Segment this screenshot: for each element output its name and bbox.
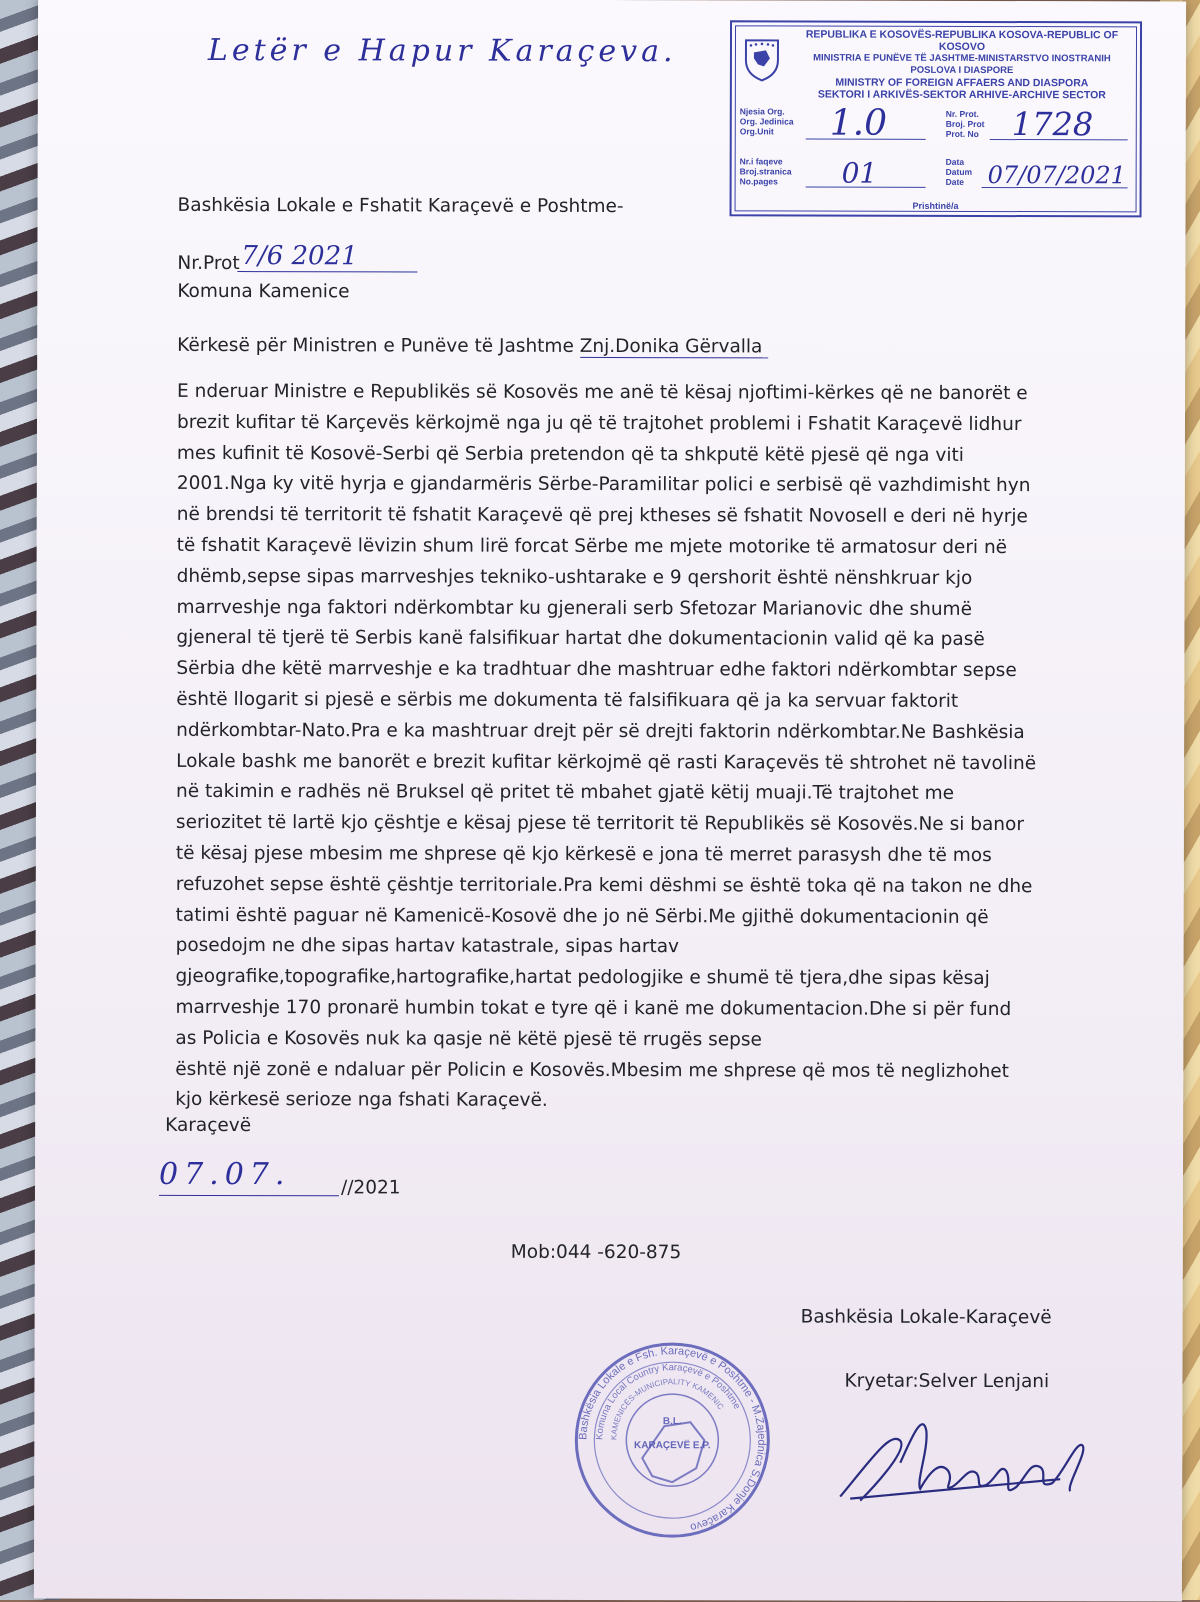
stamp-label: Datum bbox=[945, 166, 973, 177]
handwritten-date: 07.07. bbox=[158, 1156, 291, 1193]
stamp-header-line: SEKTORI I ARKIVËS-SEKTOR ARHIVE-ARCHIVE SECTOR bbox=[817, 88, 1106, 102]
body-line: Lokale bashk me banorët e brezit kufitar kërkojmë që rasti Karaçevës të shtrohet në tavolinë bbox=[176, 750, 1037, 774]
stamp-label: Njesia Org. bbox=[739, 106, 785, 117]
seal-center-main: KARAÇEVË E.P. bbox=[634, 1440, 711, 1452]
prot-label: Nr.Prot bbox=[177, 252, 240, 275]
stamp-label: Date bbox=[945, 176, 965, 187]
body-line: është llogarit si pjesë e sërbis me dokumenta të falsifikuara që ja ka servuar faktorit bbox=[176, 688, 959, 712]
body-line: marrveshje nga faktori ndërkombtar ku gjenerali serb Sfetozar Marianovic dhe shumë bbox=[176, 596, 972, 620]
chair-name: Kryetar:Selver Lenjani bbox=[844, 1370, 1050, 1393]
stamp-prot-value: 1728 bbox=[1011, 105, 1094, 144]
stamp-prot-labels bbox=[946, 109, 985, 139]
letter-page bbox=[34, 0, 1186, 1602]
body-line: 2001.Nga ky vitë hyrja e gjandarmëris Sërbe-Paramilitar polici e serbisë që vazhdimisht hyn bbox=[176, 473, 1031, 497]
handwritten-title: Letër e Hapur Karaçeva. bbox=[207, 32, 677, 70]
body-line: të fshatit Karaçevë lëvizin shum lirë forcat Sërbe me mjete motorike të armatosur deri në bbox=[176, 534, 1008, 559]
handwritten-signature bbox=[830, 1401, 1100, 1512]
stamp-label: No.pages bbox=[739, 176, 778, 187]
stamp-label: Org.Unit bbox=[739, 126, 774, 137]
stamp-date-value: 07/07/2021 bbox=[987, 160, 1127, 190]
prot-underline bbox=[237, 271, 417, 272]
round-seal bbox=[572, 1340, 773, 1541]
seal-outer-path: Bashkësia Lokale e Fsh. Karaçevë e Poshtme - M.Zajednica S.Donje Karačevo bbox=[577, 1345, 768, 1534]
letter-body bbox=[175, 377, 1077, 1118]
body-line: tatimi është paguar në Kamenicë-Kosovë dhe jo në Sërbi.Me gjithë dokumentacionin që bbox=[175, 904, 989, 928]
prot-handwritten: 7/6 2021 bbox=[241, 241, 358, 272]
stamp-header bbox=[790, 28, 1134, 101]
stamp-org-labels bbox=[740, 106, 794, 136]
stamp-label: Broj.stranica bbox=[739, 166, 792, 177]
body-line: ndërkombtar-Nato.Pra e ka mashtruar drejt për së drejti faktorin ndërkombtar.Ne Bashkësia bbox=[176, 719, 1025, 743]
body-line: në brendsi të territorit të fshatit Karaçevë që prej ktheses së fshatit Novosell e deri në hyrje bbox=[176, 504, 1028, 528]
stamp-label: Broj. Prot bbox=[945, 118, 985, 129]
organization-signature-line: Bashkësia Lokale-Karaçevë bbox=[800, 1306, 1052, 1329]
body-line: në takimin e radhës në Bruksel që pritet të mbahet gjatë këtij muaji.Të trajtohet me bbox=[175, 781, 955, 805]
body-line: gjeneral të tjerë të Serbis kanë falsifikuar hartat dhe dokumentacionin valid që ka pasë bbox=[176, 627, 985, 651]
body-line: të kësaj pjese mbesim me shprese që kjo kërkesë e jona të merret parasysh dhe të mos bbox=[175, 842, 992, 866]
stamp-header-line: REPUBLIKA E KOSOVËS-REPUBLIKA KOSOVA-REPUBLIC OF KOSOVO bbox=[805, 28, 1119, 53]
body-line: Sërbia dhe këtë marrveshje e ka tradhtuar dhe mashtruar edhe faktori ndërkombtar sepse bbox=[176, 658, 1017, 682]
body-line: kjo kërkesë serioze nga fshati Karaçevë. bbox=[175, 1089, 548, 1112]
stamp-header-line: MINISTRY OF FOREIGN AFFAERS AND DIASPORA bbox=[835, 76, 1089, 90]
body-line: posedojm ne dhe sipas hartav katastrale, sipas hartav bbox=[175, 935, 680, 958]
request-prefix: Kërkesë për Ministren e Punëve të Jashtme bbox=[177, 334, 580, 357]
stamp-label: Data bbox=[945, 156, 965, 167]
date-underline bbox=[159, 1195, 339, 1196]
place-line: Karaçevë bbox=[165, 1114, 252, 1137]
stamp-date-labels bbox=[946, 157, 973, 187]
stamp-label: Nr. Prot. bbox=[945, 108, 979, 119]
seal-center-top: B.L. bbox=[662, 1416, 682, 1428]
body-line: gjeografike,topografike,hartografike,hartat pedologjike e shumë të tjera,dhe sipas kësaj bbox=[175, 966, 990, 990]
date-year: //2021 bbox=[340, 1177, 401, 1199]
request-line bbox=[177, 335, 768, 358]
addressee-name: Znj.Donika Gërvalla bbox=[580, 336, 769, 358]
coat-of-arms-icon bbox=[742, 34, 782, 82]
body-line: mes kufinit të Kosovë-Serbi që Serbia pretendon që ta shkputë këtë pjesë që nga viti bbox=[176, 442, 964, 466]
body-line: është një zonë e ndaluar për Policin e Kosovës.Mbesim me shprese që mos të neglizhohet bbox=[175, 1058, 1009, 1082]
stamp-pages-value: 01 bbox=[841, 156, 878, 190]
kosovo-map-icon bbox=[642, 1422, 704, 1482]
seal-inner-path: KAMENICËS-MUNICIPALITY KAMENIC bbox=[609, 1377, 726, 1441]
mobile-number: Mob:044 -620-875 bbox=[510, 1241, 682, 1264]
stamp-label: Prot. No bbox=[945, 128, 979, 139]
stamp-label: Org. Jedinica bbox=[739, 116, 794, 127]
body-line: as Policia e Kosovës nuk ka qasje në këtë pjesë të rrugës sepse bbox=[175, 1027, 762, 1051]
body-line: E nderuar Ministre e Republikës së Kosovës me anë të kësaj njoftimi-kërkes që ne banorët e bbox=[177, 380, 1028, 405]
body-line: marrveshje 170 pronarë humbin tokat e tyre që i kanë me dokumentacion.Dhe si për fund bbox=[175, 996, 1012, 1020]
body-line: seriozitet të lartë kjo çështje e kësaj pjese të territorit të Republikës së Kosovës.Ne si banor bbox=[175, 812, 1024, 836]
stamp-pages-labels bbox=[740, 156, 792, 186]
body-line: brezit kufitar të Karçevës kërkojmë nga ju që të trajtohet problemi i Fshatit Karaçevë lidhur bbox=[176, 411, 1022, 435]
seal-middle-path: Komuna Local Country Karaçevë e Poshtme bbox=[594, 1362, 743, 1441]
body-line: refuzohet sepse është çështje territoriale.Pra kemi dëshmi se është toka që na takon ne dhe bbox=[175, 873, 1033, 897]
municipality-line: Komuna Kamenice bbox=[177, 280, 350, 303]
stamp-org-value: 1.0 bbox=[829, 102, 888, 144]
stamp-footer: Prishtinë/a bbox=[912, 200, 959, 211]
organization-line: Bashkësia Lokale e Fshatit Karaçevë e Poshtme- bbox=[177, 194, 624, 218]
stamp-label: Nr.i faqeve bbox=[739, 156, 783, 167]
stamp-header-line: MINISTRIA E PUNËVE TË JASHTME-MINISTARSTVO INOSTRANIH POSLOVA I DIASPORE bbox=[813, 52, 1111, 77]
archive-stamp bbox=[730, 20, 1143, 217]
body-line: dhëmb,sepse sipas marrveshjes tekniko-ushtarake e 9 qershorit është nënshkruar kjo bbox=[176, 565, 973, 589]
